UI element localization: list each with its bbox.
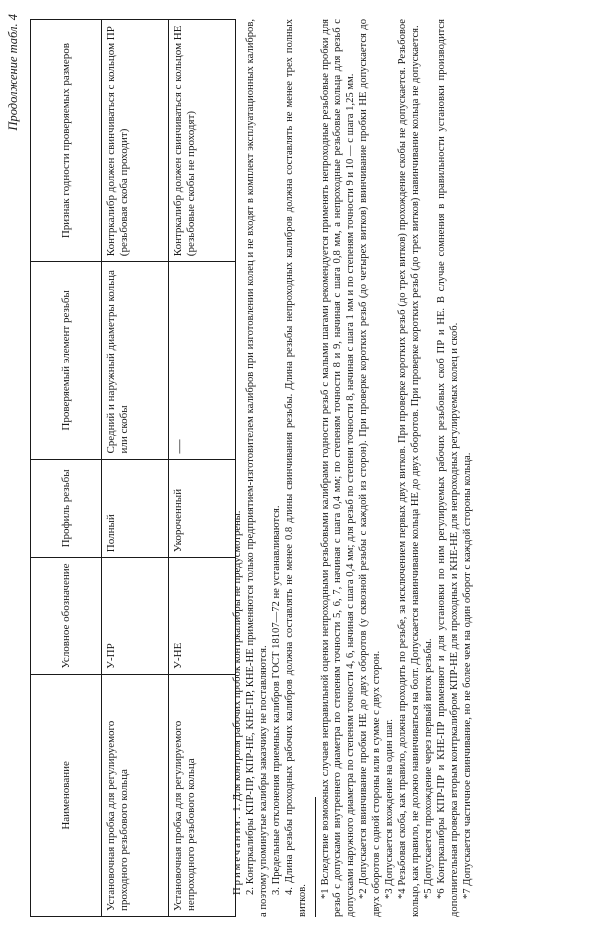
note-text: 1. Для контроля рабочих пробок контркалибры не предусмотрены. [232, 510, 243, 812]
footnote-1: *1 Вследствие возможных случаев неправильной оценки непроходными резьбовыми калибрами годности резьб с малыми шагами рекомендуется применять непроходные резьбовые пробки для резьб с допусками внутреннего диаметра по степеням точности 5, 6, 7, начиная с шага 0,4 мм; по степеням точности 8 и 9, начиная с шага 0,8 мм, а непроходные резьбовые кольца для резьб с допусками наружного диаметра по степеням точности 4, 6, начиная с шага 0,4 мм; для резьб по степени точности 8, начиная с шага 1 мм и по степеням точности 9 и 10 — с шага 1,25 мм. [319, 19, 357, 917]
header-designation: Условное обозначение [31, 558, 102, 675]
note-4: 4. Длина резьбы проходных рабочих калибров должна составлять не менее 0.8 длины свинчивания резьбы. Длина резьбы непроходных калибров должна составлять не менее трех полных витков. [283, 19, 308, 917]
note-2: 2. Контркалибры КПР-ПР, КПР-НЕ, КНЕ-ПР, КНЕ-НЕ применяются только предприятием-изготовителем калибров при изготовлении колец и не входят в комплект эксплуатационных калибров, а поэтому упоминутые калибры заказчику не поставляются. [244, 19, 269, 917]
calibers-table [30, 19, 236, 917]
cell-checked-element: Средний и наружный диаметры кольца или скобы [102, 262, 169, 459]
cell-thread-profile: Полный [102, 459, 169, 558]
cell-name: Установочная пробка для регулируемого непроходного резьбового кольца [169, 674, 236, 916]
cell-fitness-criterion: Контркалибр должен свинчиваться с кольцом ПР (резьбовая скоба проходит) [102, 20, 169, 262]
header-name: Наименование [31, 674, 102, 916]
cell-checked-element: — [169, 262, 236, 459]
cell-thread-profile: Укороченный [169, 459, 236, 558]
note-1 [232, 19, 245, 917]
note-3: 3. Предельные отклонения приемных калибров ГОСТ 18107—72 не устанавливаются. [270, 505, 282, 895]
header-fitness-criterion: Признак годности проверяемых размеров [31, 20, 102, 262]
cell-designation: У-НЕ [169, 558, 236, 675]
header-thread-profile: Профиль резьбы [31, 459, 102, 558]
header-checked-element: Проверяемый элемент резьбы [31, 262, 102, 459]
footnotes [320, 19, 475, 917]
notes-heading: Примечания. [232, 814, 243, 895]
cell-fitness-criterion: Контркалибр должен свинчиваться с кольцом НЕ (резьбовые скобы не проходят) [169, 20, 236, 262]
footnote-2: *2 Допускается ввинчивание пробки НЕ до двух оборотов (у сквозной резьбы с каждой из сторон). При проверке коротких резьб (до четырех витков) ввинчивание пробки НЕ допускается до двух оборотов с одной стороны или в сумме с двух сторон. [358, 19, 383, 917]
table-row [102, 20, 169, 917]
table-continuation-caption: Продолжение табл. 4 [6, 14, 20, 131]
notes-block [232, 19, 475, 917]
table-row [169, 20, 236, 917]
footnote-divider [315, 797, 316, 917]
cell-designation: У-ПР [102, 558, 169, 675]
footnote-4: *4 Резьбовая скоба, как правило, должна проходить по резьбе, за исключением первых двух витков. При проверке коротких резьб (до трех витков) прохождение скобы не допускается. Резьбовое кольцо, как правило, не должно навинчиваться на болт. Допускается навинчивание кольца НЕ до двух оборотов. При проверке коротких резьб (до трех витков) навинчивание кольца не допускается. [397, 19, 421, 917]
footnote-3: *3 Допускается вхождение на один шаг. [384, 719, 396, 899]
footnote-5: *5 Допускается прохождение через первый виток резьбы. [422, 638, 434, 899]
footnote-6: *6 Контркалибры КПР-ПР и КНЕ-ПР применяют и для установки по ним регулируемых рабочих резьбовых скоб ПР и НЕ. В случае сомнения в правильности установки производится дополнительная проверка вторым контркалибром КПР-НЕ для проходных и КНЕ-НЕ для непроходных регулируемых колец и скоб. [435, 19, 460, 917]
table-header-row [31, 20, 102, 917]
footnote-7: *7 Допускается частичное свинчивание, но не более чем на один оборот с каждой стороны кольца. [461, 452, 473, 899]
cell-name: Установочная пробка для регулируемого проходного резьбового кольца [102, 674, 169, 916]
